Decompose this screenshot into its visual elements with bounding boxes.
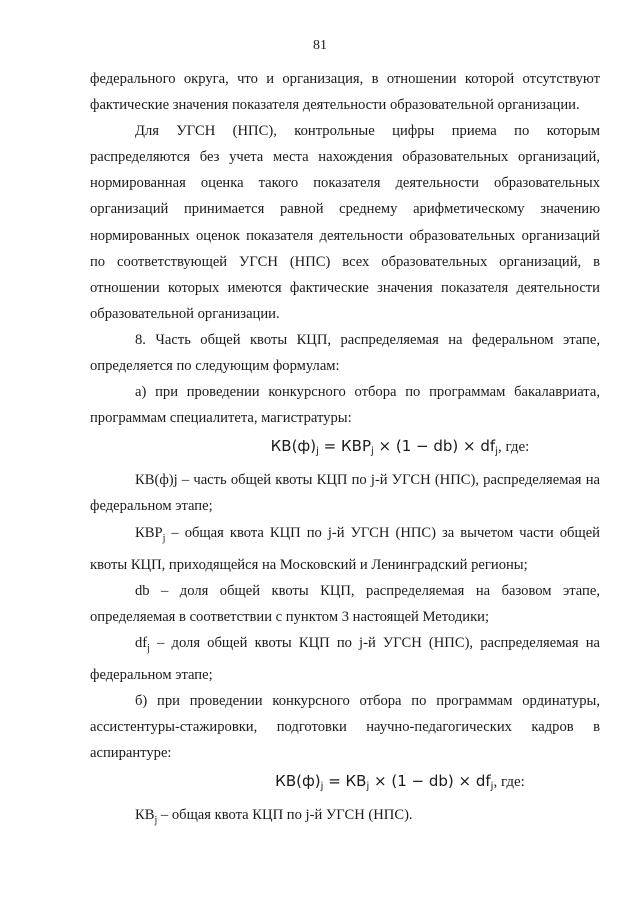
formula-2-term-sub: j	[366, 781, 370, 793]
paragraph-6-rest: – общая квота КЦП по j-й УГСН (НПС) за вычетом части общей квоты КЦП, приходящейся на Московский и Ленинградский регионы;	[90, 524, 600, 573]
paragraph-6	[90, 520, 600, 578]
formula-1-term: КВР	[341, 437, 371, 456]
page-number: 81	[313, 38, 327, 53]
document-body	[90, 66, 600, 834]
paragraph-10-term: КВ	[135, 807, 155, 824]
paragraph-9: б) при проведении конкурсного отбора по программам ординатуры, ассистентуры-стажировки, подготовки научно-педагогических кадров в аспирантуре:	[90, 692, 600, 762]
paragraph-8	[90, 630, 600, 688]
paragraph-4: а) при проведении конкурсного отбора по программам бакалавриата, программам специалитета, магистратуры:	[90, 384, 600, 427]
formula-2-df-sub: j	[490, 781, 494, 793]
formula-2	[90, 766, 600, 802]
paragraph-2: Для УГСН (НПС), контрольные цифры приема по которым распределяются без учета места нахождения образовательных организаций, нормированная оценка такого показателя деятельности образовательных организаций принимается равной среднему арифметическому значению нормированных оценок показателя деятельности образовательных организаций по соответствующей УГСН (НПС) всех образовательных организаций, в отношении которых имеются фактические значения показателя деятельности образовательной организации.	[90, 123, 600, 322]
paragraph-10-sub: j	[154, 815, 158, 827]
formula-1-term-sub: j	[371, 446, 374, 458]
formula-1-eq: =	[318, 437, 341, 456]
paragraph-7: db – доля общей квоты КЦП, распределяемая на базовом этапе, определяемая в соответствии с пунктом 3 настоящей Методики;	[90, 582, 600, 625]
formula-1-tail: , где:	[497, 439, 530, 456]
formula-1-lhs-sub: j	[316, 446, 319, 458]
formula-2-tail: , где:	[493, 774, 525, 791]
formula-2-lhs-sub: j	[320, 781, 324, 793]
formula-1-lhs: КВ(ф)	[270, 437, 317, 456]
paragraph-5: КВ(ф)j – часть общей квоты КЦП по j-й УГСН (НПС), распределяемая на федеральном этапе;	[90, 472, 600, 515]
formula-2-mid: × (1 − db) × df	[369, 772, 491, 791]
formula-2-eq: =	[323, 772, 346, 791]
paragraph-8-rest: – доля общей квоты КЦП по j-й УГСН (НПС), распределяемая на федеральном этапе;	[90, 634, 600, 683]
paragraph-8-term: df	[135, 634, 148, 651]
formula-1	[90, 431, 600, 467]
paragraph-3: 8. Часть общей квоты КЦП, распределяемая на федеральном этапе, определяется по следующим формулам:	[90, 331, 600, 375]
paragraph-1: федерального округа, что и организация, в отношении которой отсутствуют фактические значения показателя деятельности образовательной организации.	[90, 71, 600, 114]
formula-1-df-sub: j	[495, 446, 498, 458]
paragraph-8-sub: j	[147, 642, 150, 654]
paragraph-10-rest: – общая квота КЦП по j-й УГСН (НПС).	[157, 807, 413, 824]
formula-2-lhs: КВ(ф)	[275, 772, 321, 791]
formula-2-term: КВ	[345, 772, 367, 791]
paragraph-6-term: КВР	[135, 524, 163, 541]
formula-1-mid: × (1 − db) × df	[373, 437, 496, 456]
paragraph-6-sub: j	[162, 532, 166, 544]
paragraph-10	[90, 802, 600, 834]
